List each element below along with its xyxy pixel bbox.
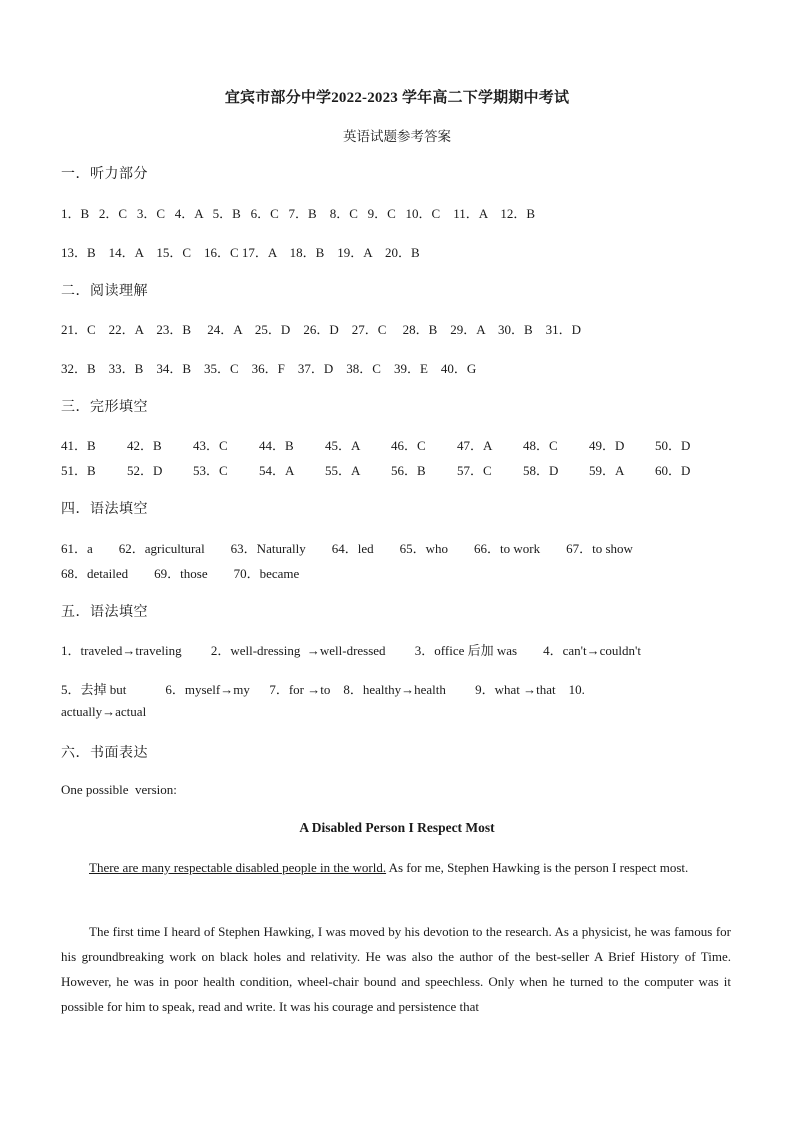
cloze-answer: 54．A bbox=[259, 463, 295, 478]
cloze-answer: 46．C bbox=[391, 438, 426, 453]
cloze-answer: 57．C bbox=[457, 463, 492, 478]
cloze-answer: 45．A bbox=[325, 438, 361, 453]
section-writing-heading: 六．书面表达 bbox=[61, 746, 148, 761]
correction-answers-line-1: 1．traveled→traveling 2．well-dressing →well-dressed 3．office 后加 was 4．can't→couldn't bbox=[61, 643, 641, 658]
cloze-answer: 41．B bbox=[61, 438, 96, 453]
cloze-answers-row-1 bbox=[61, 435, 741, 454]
writing-intro: One possible version: bbox=[61, 782, 177, 797]
essay-paragraph-2: The first time I heard of Stephen Hawking, I was moved by his devotion to the research. As a physicist, he was famous for his groundbreaking work on black holes and relativity. He was also the author of the best-seller A Brief History of Time. However, he was in poor health condition, wheel-chair bound and speechless. Only when he turned to the computer was it possible for him to speak, read and write. It was his courage and persistence that bbox=[61, 924, 731, 1014]
cloze-answers-row-2 bbox=[61, 460, 741, 479]
reading-answers-line-2: 32．B 33．B 34．B 35．C 36．F 37．D 38．C 39．E 40．G bbox=[61, 361, 477, 376]
cloze-answer: 58．D bbox=[523, 463, 559, 478]
cloze-answer: 53．C bbox=[193, 463, 228, 478]
section-grammar-heading: 四．语法填空 bbox=[61, 502, 148, 517]
listening-answers-line-2: 13．B 14．A 15．C 16．C 17．A 18．B 19．A 20．B bbox=[61, 245, 420, 260]
cloze-answer: 44．B bbox=[259, 438, 294, 453]
correction-answers-line-3: actually→actual bbox=[61, 704, 147, 719]
cloze-answer: 50．D bbox=[655, 438, 691, 453]
cloze-answer: 51．B bbox=[61, 463, 96, 478]
document-title: 宜宾市部分中学2022-2023 学年高二下学期期中考试 bbox=[224, 90, 570, 106]
reading-answers-line-1: 21．C 22．A 23．B 24．A 25．D 26．D 27．C 28．B 29．A 30．B 31．D bbox=[61, 322, 582, 337]
section-correction-heading: 五．语法填空 bbox=[61, 605, 148, 620]
cloze-answer: 42．B bbox=[127, 438, 162, 453]
section-cloze-heading: 三．完形填空 bbox=[61, 400, 148, 415]
document-subtitle: 英语试题参考答案 bbox=[343, 129, 451, 144]
grammar-answers-line-1: 61．a 62．agricultural 63．Naturally 64．led 65．who 66．to work 67．to show bbox=[61, 541, 633, 556]
cloze-answer: 59．A bbox=[589, 463, 625, 478]
section-listening-heading: 一．听力部分 bbox=[61, 167, 148, 182]
grammar-answers-line-2: 68．detailed 69．those 70．became bbox=[61, 566, 300, 581]
essay-paragraph-1 bbox=[61, 855, 731, 880]
cloze-answer: 56．B bbox=[391, 463, 426, 478]
cloze-answer: 52．D bbox=[127, 463, 163, 478]
essay-paragraph-1-rest: As for me, Stephen Hawking is the person I respect most. bbox=[386, 860, 689, 875]
correction-answers-line-2: 5．去掉 but 6．myself→my 7．for →to 8．healthy→health 9．what →that 10. bbox=[61, 682, 585, 697]
cloze-answer: 47．A bbox=[457, 438, 493, 453]
section-reading-heading: 二．阅读理解 bbox=[61, 284, 148, 299]
cloze-answer: 48．C bbox=[523, 438, 558, 453]
cloze-answer: 49．D bbox=[589, 438, 625, 453]
essay-thesis-underlined: There are many respectable disabled people in the world. bbox=[89, 860, 387, 875]
cloze-answer: 60．D bbox=[655, 463, 691, 478]
essay-title: A Disabled Person I Respect Most bbox=[299, 820, 495, 835]
cloze-answer: 43．C bbox=[193, 438, 228, 453]
cloze-answer: 55．A bbox=[325, 463, 361, 478]
listening-answers-line-1: 1．B 2．C 3．C 4．A 5．B 6．C 7．B 8．C 9．C 10．C 11．A 12．B bbox=[61, 206, 536, 221]
